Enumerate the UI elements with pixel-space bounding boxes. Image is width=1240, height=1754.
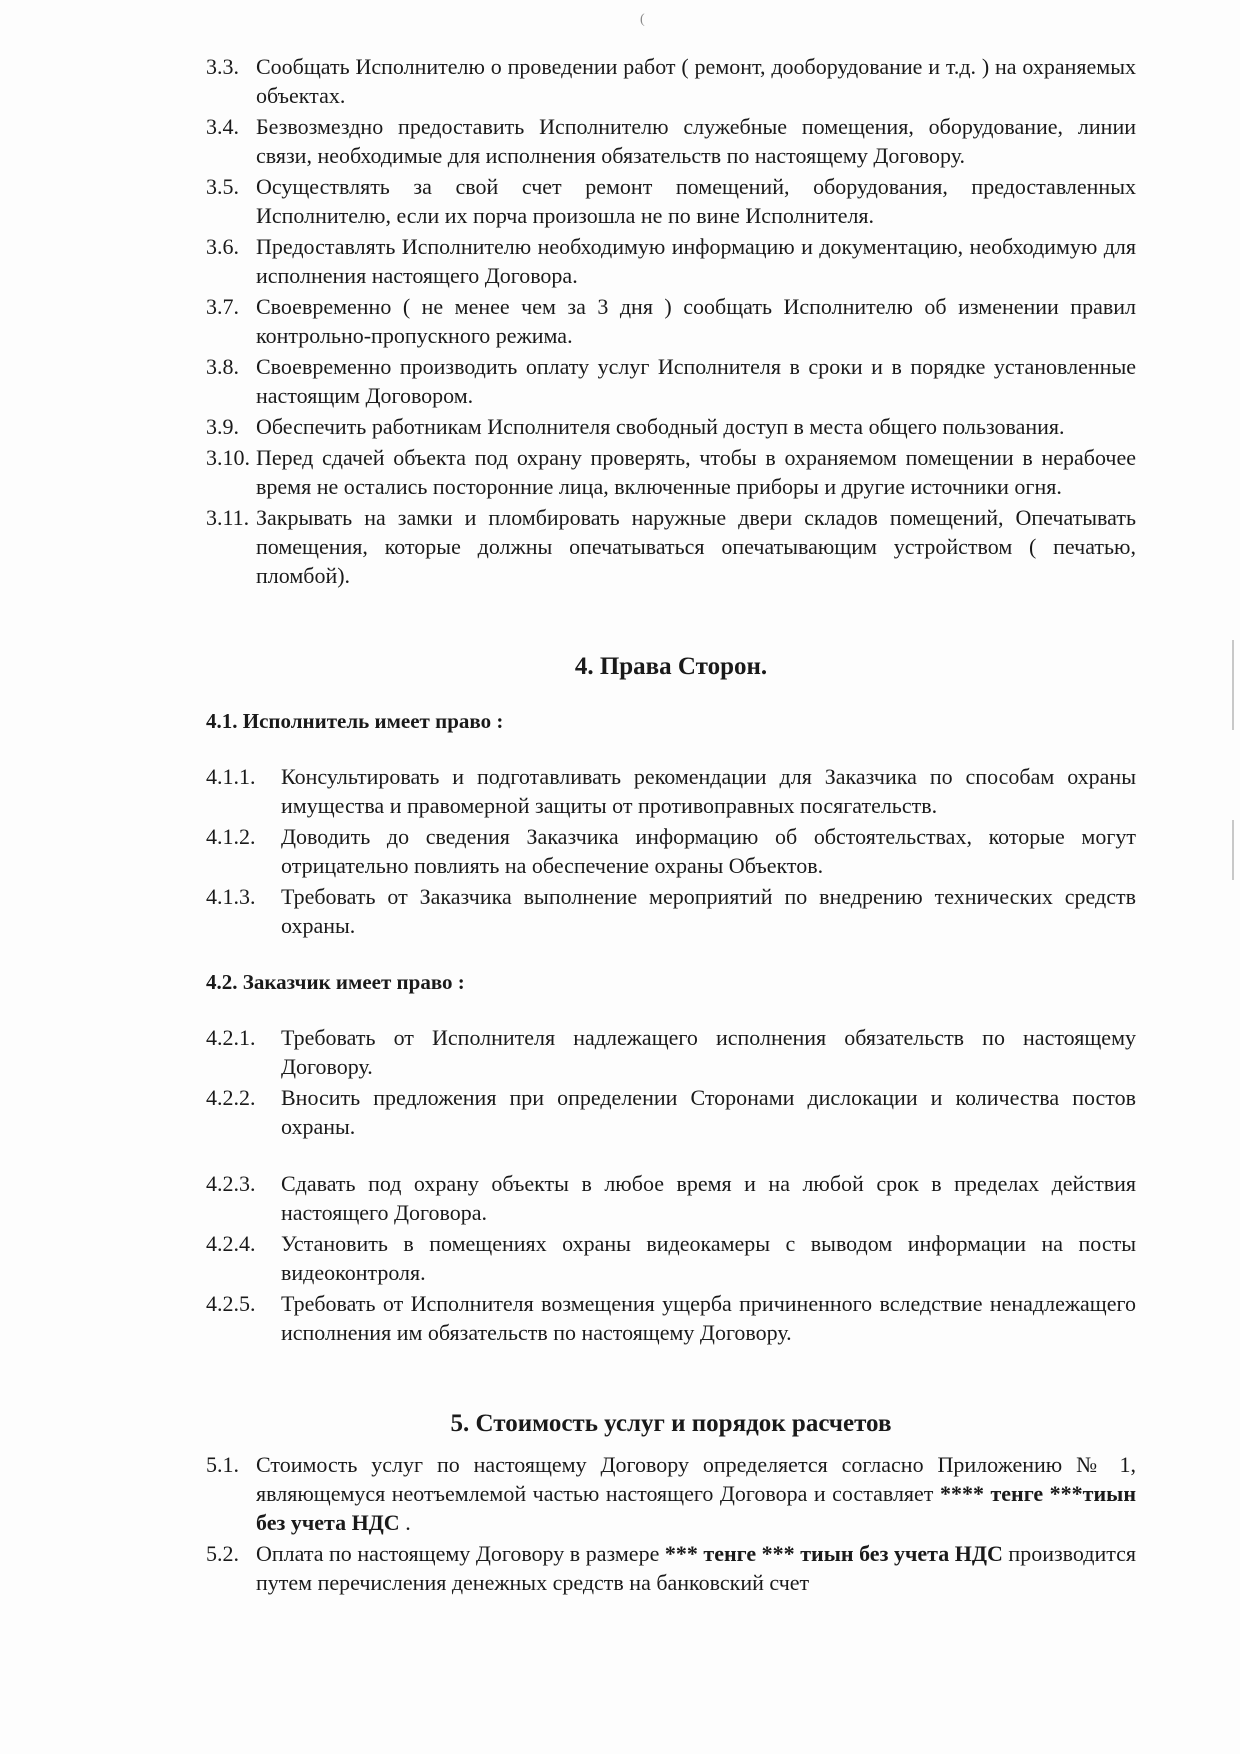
clause-item: [206, 1289, 1136, 1347]
clause-item: [206, 882, 1136, 940]
clause-item: [206, 412, 1136, 441]
clause-number: 4.2.5.: [206, 1291, 256, 1316]
clause-text: Осуществлять за свой счет ремонт помещений, оборудования, предоставленных Исполнителю, если их порча произошла не по вине Исполнителя.: [256, 174, 1136, 228]
clause-text-end: .: [399, 1510, 411, 1535]
clause-text: Сдавать под охрану объекты в любое время и на любой срок в пределах действия настоящего Договора.: [281, 1171, 1136, 1225]
clause-number: 3.4.: [206, 114, 239, 139]
scan-mark: (: [640, 12, 645, 27]
clause-text: Обеспечить работникам Исполнителя свободный доступ в места общего пользования.: [256, 414, 1065, 439]
clause-text: [256, 1450, 1136, 1537]
clause-number: 4.1.1.: [206, 764, 256, 789]
clause-text: Вносить предложения при определении Сторонами дислокации и количества постов охраны.: [281, 1085, 1136, 1139]
clause-item: [206, 443, 1136, 501]
clause-number: 3.6.: [206, 234, 239, 259]
clause-text: Требовать от Исполнителя возмещения ущерба причиненного вследствие ненадлежащего исполнения им обязательств по настоящему Договору.: [281, 1291, 1136, 1345]
clause-item: [206, 292, 1136, 350]
clause-number: 4.2.3.: [206, 1171, 256, 1196]
clause-item: [206, 172, 1136, 230]
clause-number: 5.1.: [206, 1452, 239, 1477]
clause-text: Консультировать и подготавливать рекомендации для Заказчика по способам охраны имущества и правомерной защиты от противоправных посягательств.: [281, 764, 1136, 818]
clause-number: 3.7.: [206, 294, 239, 319]
clause-number: 3.3.: [206, 54, 239, 79]
section-5-title: 5. Стоимость услуг и порядок расчетов: [450, 1410, 892, 1437]
clause-amount: *** тенге *** тиын без учета НДС: [664, 1541, 1003, 1566]
clause-number: 4.2.2.: [206, 1085, 256, 1110]
clause-text: Сообщать Исполнителю о проведении работ ( ремонт, дооборудование и т.д. ) на охраняемых объектах.: [256, 54, 1136, 108]
document-body: [206, 52, 1136, 1599]
clause-number: 4.2.4.: [206, 1231, 256, 1256]
clause-text: Закрывать на замки и пломбировать наружные двери складов помещений, Опечатывать помещения, которые должны опечатываться опечатывающим устройством ( печатью, пломбой).: [256, 505, 1136, 588]
clause-item: [206, 1229, 1136, 1287]
clause-item: [206, 1083, 1136, 1141]
subsection-4-2-list-a: [206, 1023, 1136, 1141]
clause-item: [206, 762, 1136, 820]
clause-number: 4.1.2.: [206, 824, 256, 849]
clause-item: [206, 503, 1136, 590]
subsection-4-1-list: [206, 762, 1136, 940]
clause-text: Требовать от Заказчика выполнение мероприятий по внедрению технических средств охраны.: [281, 884, 1136, 938]
clause-item: [206, 1169, 1136, 1227]
clause-number: 3.5.: [206, 174, 239, 199]
subsection-4-2-title: 4.2. Заказчик имеет право :: [206, 970, 465, 994]
clause-text: Предоставлять Исполнителю необходимую информацию и документацию, необходимую для исполнения настоящего Договора.: [256, 234, 1136, 288]
clause-number: 3.11.: [206, 505, 250, 530]
clause-text: Перед сдачей объекта под охрану проверять, чтобы в охраняемом помещении в нерабочее время не остались посторонние лица, включенные приборы и другие источники огня.: [256, 445, 1136, 499]
subsection-4-1-title: 4.1. Исполнитель имеет право :: [206, 709, 504, 733]
clause-text: [256, 1539, 1136, 1597]
clause-item: [206, 52, 1136, 110]
clause-item: [206, 112, 1136, 170]
clause-5-1: [206, 1450, 1136, 1537]
clause-number: 5.2.: [206, 1541, 239, 1566]
clause-item: [206, 822, 1136, 880]
section-4-title: 4. Права Сторон.: [574, 653, 768, 680]
clause-number: 3.8.: [206, 354, 239, 379]
clause-amount: **** тенге ***тиын без учета НДС: [256, 1481, 1137, 1535]
clause-number: 3.9.: [206, 414, 239, 439]
clause-text-end: производится путем перечисления денежных средств на банковский счет: [256, 1541, 1136, 1595]
clause-item: [206, 1023, 1136, 1081]
clause-item: [206, 232, 1136, 290]
clause-text: Требовать от Исполнителя надлежащего исполнения обязательств по настоящему Договору.: [281, 1025, 1136, 1079]
clause-text-plain: Стоимость услуг по настоящему Договору определяется согласно Приложению № 1, являющемуся неотъемлемой частью настоящего Договора и составляет: [256, 1452, 1136, 1506]
clause-number: 4.2.1.: [206, 1025, 256, 1050]
clauses-3-list: [206, 52, 1136, 590]
clause-text-plain: Оплата по настоящему Договору в размере: [256, 1541, 665, 1566]
clause-text: Установить в помещениях охраны видеокамеры с выводом информации на посты видеоконтроля.: [281, 1231, 1136, 1285]
clause-text: Доводить до сведения Заказчика информацию об обстоятельствах, которые могут отрицательно повлиять на обеспечение охраны Объектов.: [281, 824, 1136, 878]
subsection-4-2-list-b: [206, 1169, 1136, 1347]
clause-number: 4.1.3.: [206, 884, 256, 909]
clause-text: Безвозмездно предоставить Исполнителю служебные помещения, оборудование, линии связи, необходимые для исполнения обязательств по настоящему Договору.: [256, 114, 1136, 168]
clause-number: 3.10.: [206, 445, 250, 470]
scan-edge-line: [1232, 640, 1234, 730]
clause-text: Своевременно производить оплату услуг Исполнителя в сроки и в порядке установленные настоящим Договором.: [256, 354, 1136, 408]
clause-text: Своевременно ( не менее чем за 3 дня ) сообщать Исполнителю об изменении правил контрольно-пропускного режима.: [256, 294, 1136, 348]
clause-item: [206, 352, 1136, 410]
clause-5-2: [206, 1539, 1136, 1597]
scan-edge-line: [1232, 820, 1234, 880]
